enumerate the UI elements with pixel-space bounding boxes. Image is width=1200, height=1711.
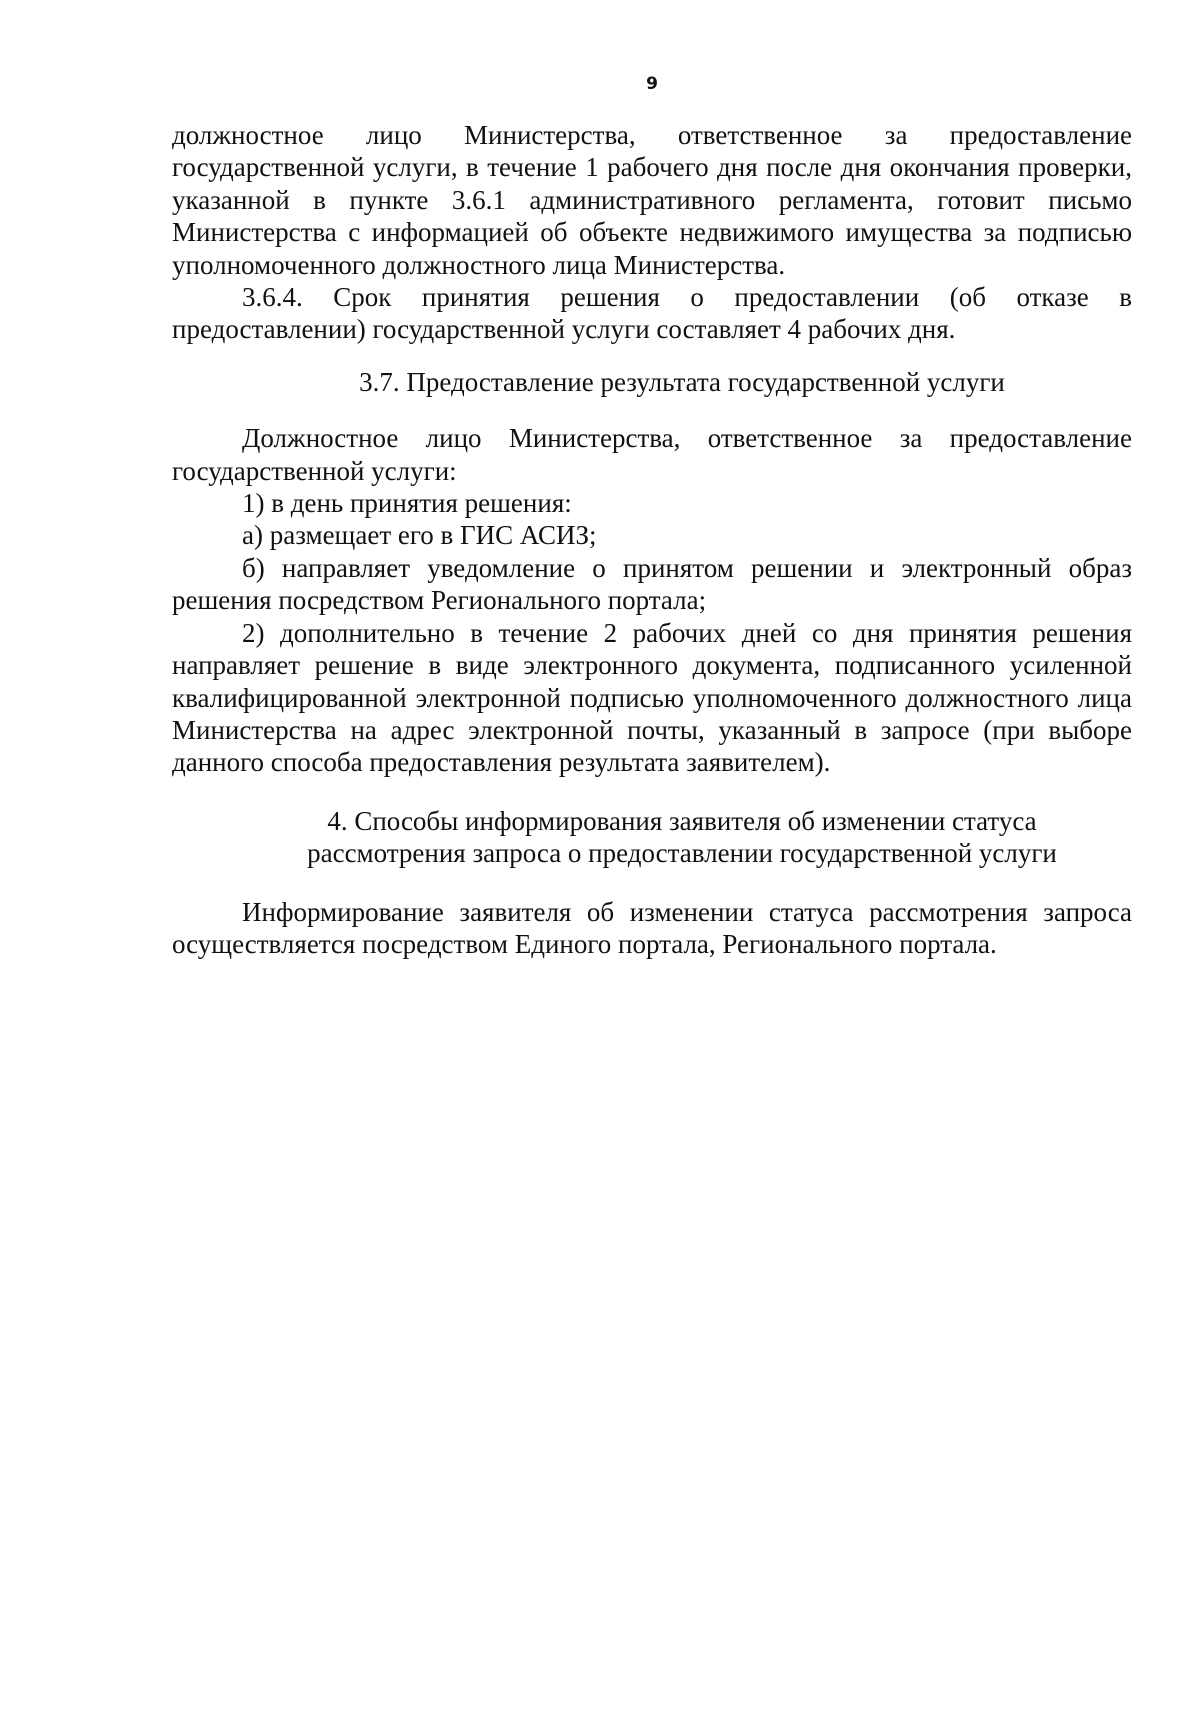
paragraph-3-6-4: 3.6.4. Срок принятия решения о предоставлении (об отказе в предоставлении) государственной услуги составляет 4 рабочих дня.: [172, 282, 1132, 345]
list-item-1b: б) направляет уведомление о принятом решении и электронный образ решения посредством Регионального портала;: [172, 552, 1132, 616]
document-body: [172, 119, 1132, 960]
list-item-2: 2) дополнительно в течение 2 рабочих дней со дня принятия решения направляет решение в виде электронного документа, подписанного усиленной квалифицированной электронной подписью уполномоченного должностного лица Министерства на адрес электронной почты, указанный в запросе (при выборе данного способа предоставления результата заявителем).: [172, 617, 1132, 778]
section-heading-4-line2: рассмотрения запроса о предоставлении государственной услуги: [307, 838, 1057, 869]
paragraph-section-4: Информирование заявителя об изменении статуса рассмотрения запроса осуществляется посредством Единого портала, Регионального портала.: [172, 896, 1132, 959]
section-heading-4: [172, 805, 1132, 870]
list-item-1a: а) размещает его в ГИС АСИЗ;: [242, 520, 597, 551]
section-heading-4-line1: 4. Способы информирования заявителя об изменении статуса: [327, 805, 1037, 836]
section-heading-3-7: 3.7. Предоставление результата государственной услуги: [359, 366, 1005, 397]
page-number: 9: [646, 74, 658, 94]
paragraph-3-7-intro: Должностное лицо Министерства, ответственное за предоставление государственной услуги:: [172, 423, 1132, 486]
list-item-1: 1) в день принятия решения:: [242, 488, 572, 519]
paragraph-continuation: должностное лицо Министерства, ответственное за предоставление государственной услуги, в течение 1 рабочего дня после дня окончания проверки, указанной в пункте 3.6.1 административного регламента, готовит письмо Министерства с информацией об объекте недвижимого имущества за подписью уполномоченного должностного лица Министерства.: [172, 120, 1132, 280]
